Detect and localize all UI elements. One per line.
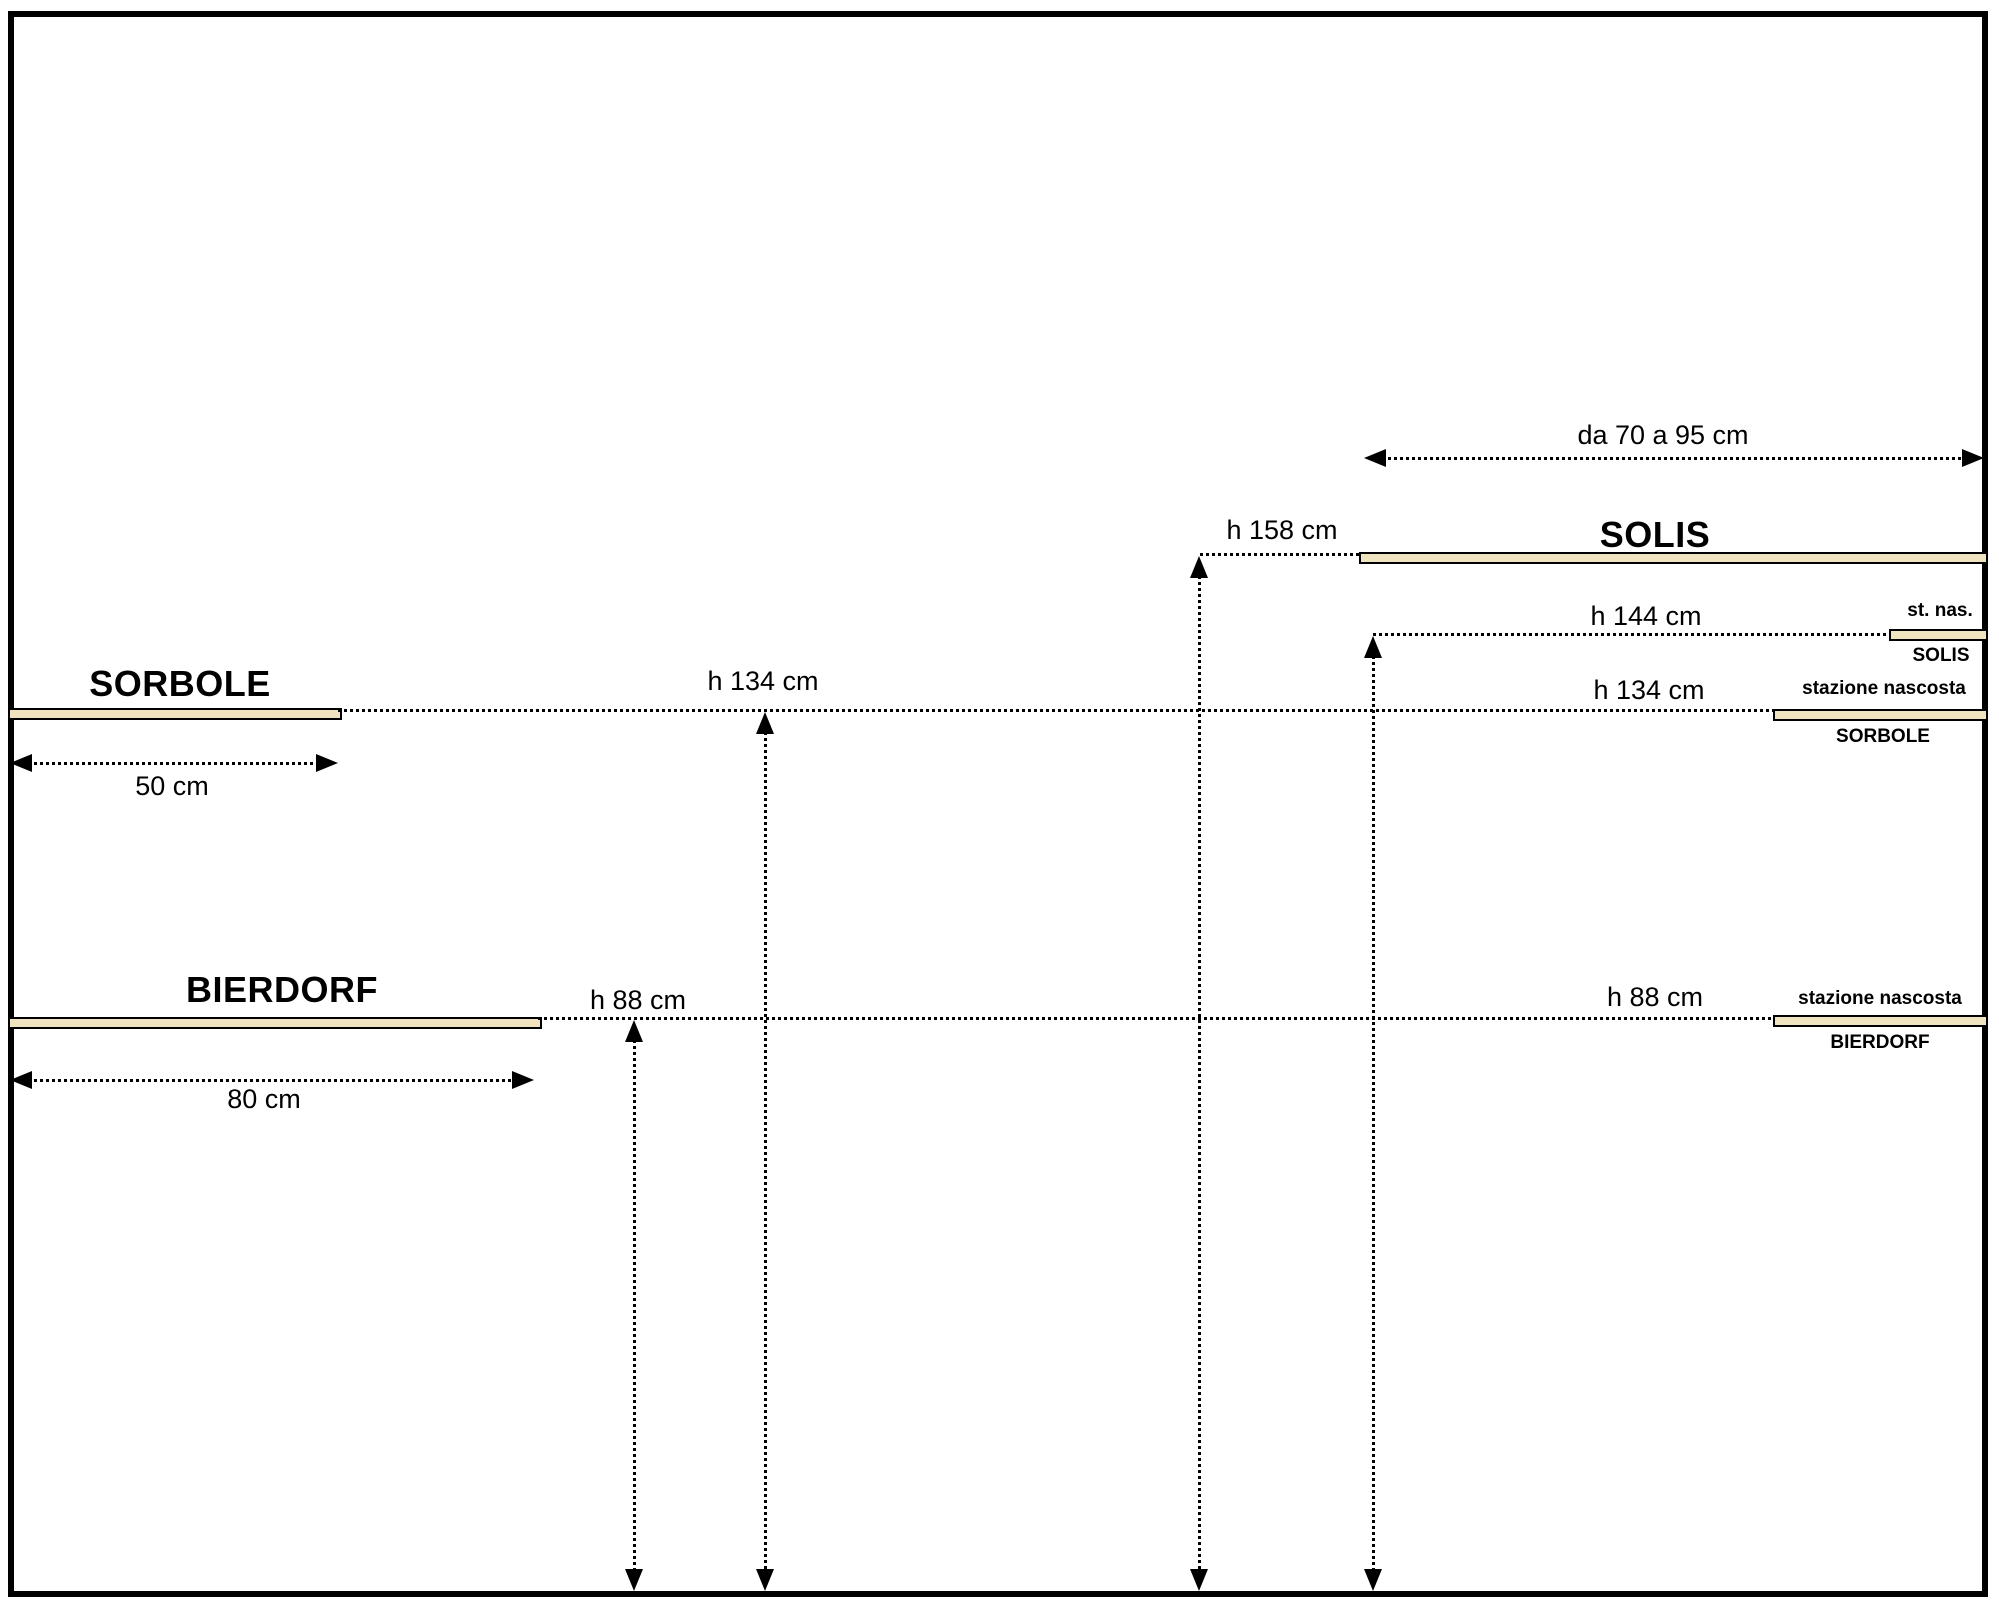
bierdorf-level-line [538, 1017, 1773, 1020]
h144-line-top-arrow [1364, 636, 1382, 658]
h88-line-bottom-arrow [625, 1569, 643, 1591]
solis-depth-arrow-right [1962, 449, 1984, 467]
bierdorf-height-label: h 88 cm [589, 985, 687, 1015]
sorbole-hidden-height-label: h 134 cm [1593, 675, 1705, 705]
bierdorf-title: BIERDORF [186, 969, 378, 1010]
bierdorf-depth-arrow-right [512, 1071, 534, 1089]
solis-hidden-station-shelf [1889, 629, 1988, 641]
sorbole-height-label: h 134 cm [707, 666, 819, 696]
solis-hidden-level-line [1373, 633, 1889, 636]
sorbole-title: SORBOLE [89, 663, 271, 704]
bierdorf-depth-arrow-line [28, 1079, 516, 1082]
sorbole-hidden-caption-below: SORBOLE [1836, 726, 1930, 747]
sorbole-shelf [8, 708, 342, 720]
solis-hidden-height-label: h 144 cm [1590, 601, 1702, 631]
h134-height-line [764, 732, 767, 1571]
bierdorf-hidden-caption-above: stazione nascosta [1798, 988, 1962, 1009]
bierdorf-shelf [8, 1017, 542, 1029]
h158-line-bottom-arrow [1190, 1569, 1208, 1591]
solis-title: SOLIS [1599, 514, 1711, 555]
h88-line-top-arrow [625, 1020, 643, 1042]
h144-height-line [1372, 656, 1375, 1571]
sorbole-hidden-station-shelf [1773, 709, 1988, 721]
h158-height-line [1198, 576, 1201, 1571]
bierdorf-depth-label: 80 cm [227, 1084, 301, 1114]
h144-line-bottom-arrow [1364, 1569, 1382, 1591]
bierdorf-hidden-station-shelf [1773, 1015, 1988, 1027]
bierdorf-hidden-caption-below: BIERDORF [1830, 1032, 1930, 1053]
sorbole-depth-arrow-right [316, 754, 338, 772]
sorbole-hidden-caption-above: stazione nascosta [1802, 678, 1966, 699]
solis-depth-arrow-line [1382, 457, 1966, 460]
solis-height-label: h 158 cm [1226, 515, 1338, 545]
h134-line-bottom-arrow [756, 1569, 774, 1591]
solis-hidden-caption-above: st. nas. [1907, 600, 1973, 621]
solis-depth-label: da 70 a 95 cm [1577, 420, 1749, 450]
sorbole-depth-arrow-line [28, 762, 320, 765]
bierdorf-hidden-height-label: h 88 cm [1606, 982, 1704, 1012]
sorbole-level-line [338, 709, 1773, 712]
h88-height-line [633, 1040, 636, 1571]
solis-hidden-caption-below: SOLIS [1912, 645, 1970, 666]
solis-level-connector-line [1200, 553, 1359, 556]
h158-line-top-arrow [1190, 556, 1208, 578]
room-border [8, 11, 1988, 1597]
sorbole-depth-label: 50 cm [135, 771, 209, 801]
h134-line-top-arrow [756, 712, 774, 734]
